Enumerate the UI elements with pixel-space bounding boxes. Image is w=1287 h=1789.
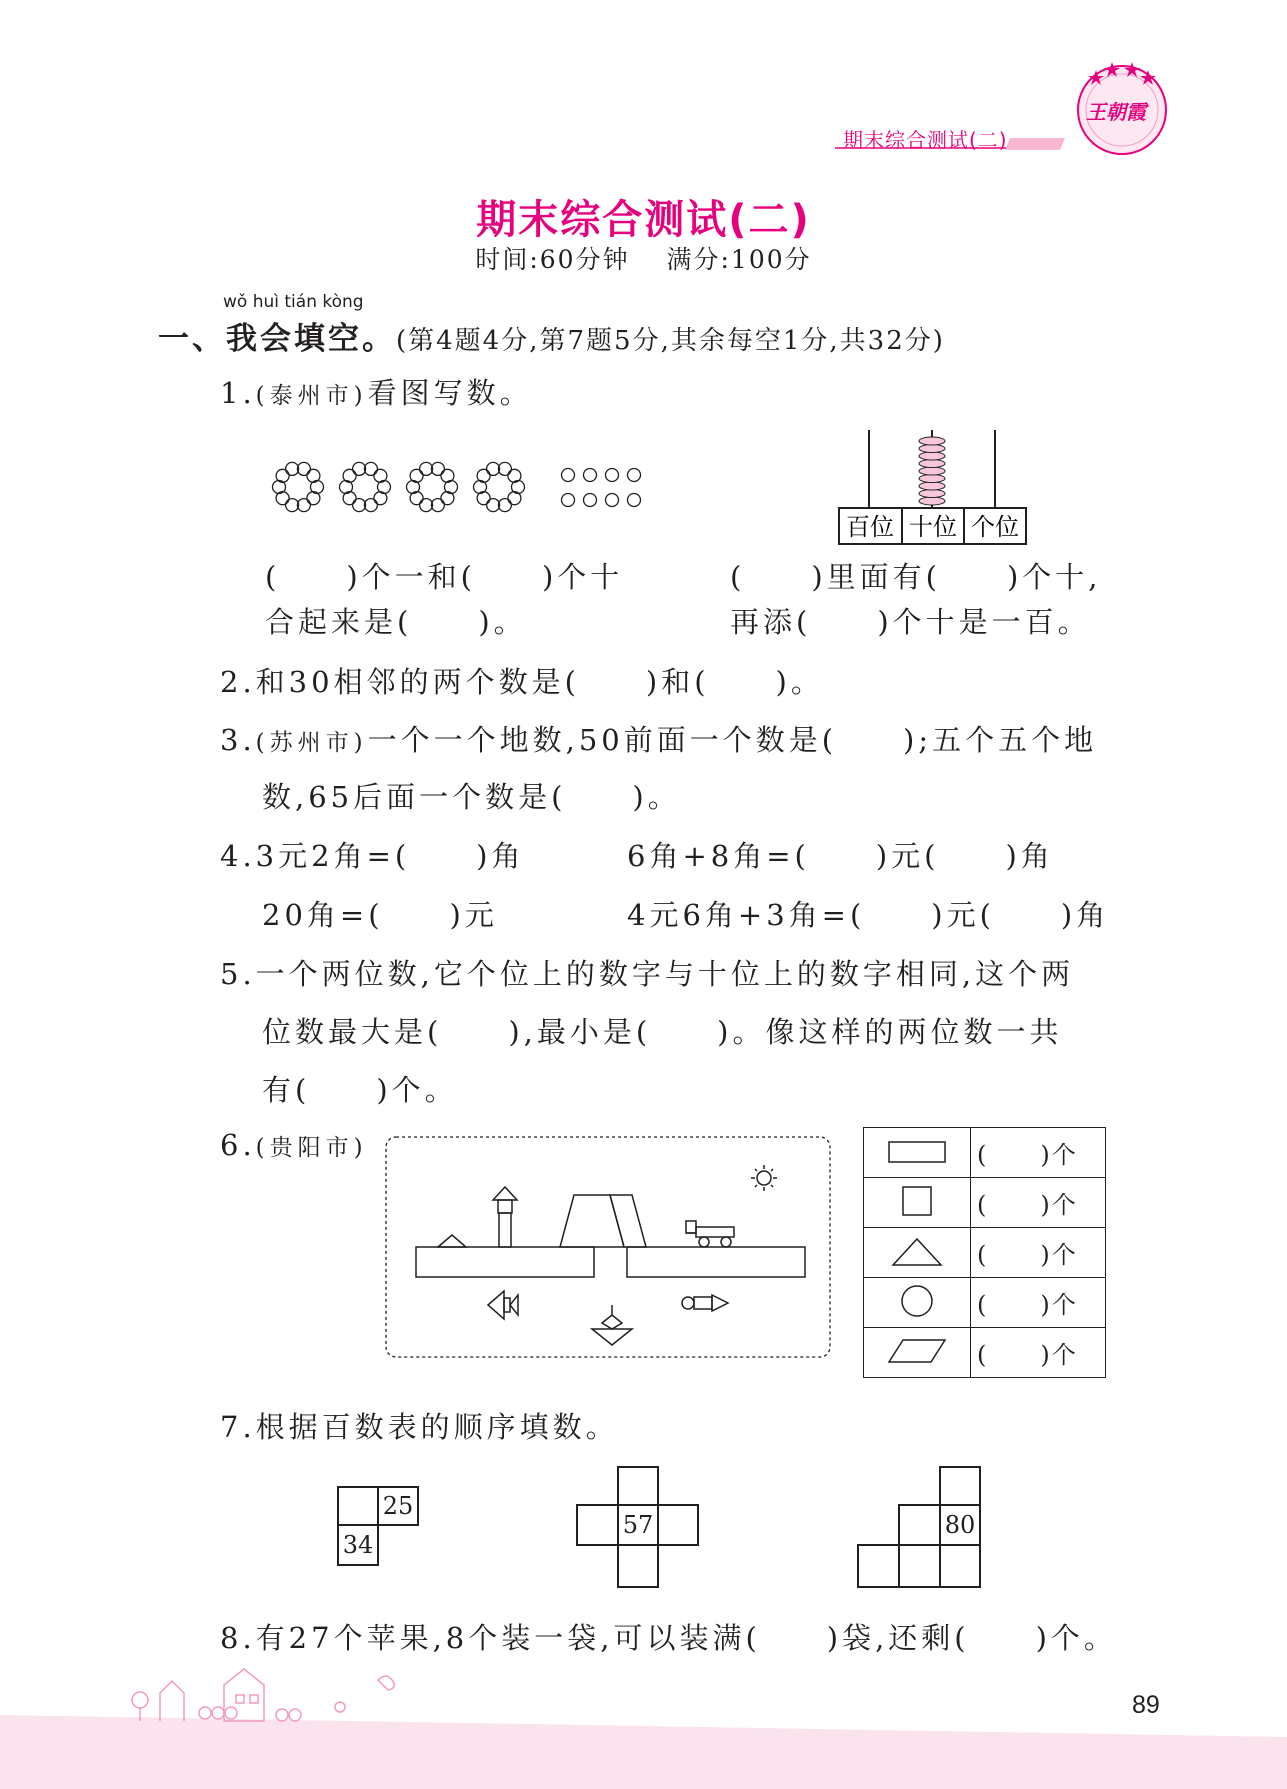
bead-ten-group-bead: [307, 469, 320, 482]
answer-cell[interactable]: ( )个: [971, 1228, 1106, 1278]
abacus-label-tens: 十位: [909, 513, 957, 541]
answer-cell[interactable]: ( )个: [971, 1278, 1106, 1328]
grid3-answer-cell[interactable]: [898, 1544, 941, 1588]
bead-ten-group-bead: [477, 469, 490, 482]
answer-cell[interactable]: ( )个: [971, 1128, 1106, 1178]
answer-cell[interactable]: ( )个: [971, 1178, 1106, 1228]
bead-ten-group-bead: [431, 462, 444, 475]
brand-logo: [1072, 58, 1172, 158]
shape-cell: [864, 1228, 971, 1278]
bead-one: [584, 494, 597, 507]
bead-one: [562, 469, 575, 482]
table-row: [864, 1278, 1106, 1328]
q4-item-d: 4元6角+3角=( )元( )角: [627, 898, 1110, 932]
part1-heading: [158, 313, 945, 358]
abacus-bead: [919, 467, 945, 475]
abacus-bead: [919, 475, 945, 483]
q3-line2: 数,65后面一个数是( )。: [262, 780, 681, 814]
q8-text: 8.有27个苹果,8个装一袋,可以装满( )袋,还剩( )个。: [220, 1621, 1117, 1655]
circle-icon: [897, 1281, 937, 1321]
shape-count-table: [863, 1127, 1106, 1378]
table-row: [864, 1328, 1106, 1378]
header-section-title: 期末综合测试(二): [843, 128, 1008, 152]
q6-source: (贵阳市): [255, 1135, 368, 1161]
grid2-answer-cell[interactable]: [617, 1466, 659, 1506]
logo-text: 王朝霞: [1086, 100, 1146, 124]
bead-ten-group-bead: [286, 462, 299, 475]
q5-line1: 5.一个两位数,它个位上的数字与十位上的数字相同,这个两: [220, 957, 1075, 991]
q1-left-line1: ( )个一和( )个十: [265, 560, 624, 594]
part1-note: (第4题4分,第7题5分,其余每空1分,共32分): [396, 326, 945, 356]
bead-ten-group-bead: [420, 499, 433, 512]
bead-ten-group-bead: [498, 499, 511, 512]
bead-ten-group-bead: [297, 462, 310, 475]
q1-right-line1: ( )里面有( )个十,: [730, 560, 1102, 594]
abacus-figure: [835, 428, 1030, 548]
q7-text: 7.根据百数表的顺序填数。: [220, 1410, 619, 1444]
bead-ten-group-bead: [343, 469, 356, 482]
q4-item-c: 20角=( )元: [262, 898, 498, 932]
q6-number: 6.: [220, 1128, 256, 1162]
bead-one: [606, 469, 619, 482]
table-row: [864, 1178, 1106, 1228]
grid2-answer-cell[interactable]: [576, 1504, 619, 1546]
grid2-answer-cell[interactable]: [617, 1544, 659, 1588]
grid3-cell: 80: [939, 1504, 981, 1546]
shape-cell: [864, 1178, 971, 1228]
bead-one: [628, 494, 641, 507]
q1-text: 看图写数。: [367, 376, 533, 410]
bead-ten-group-bead: [297, 499, 310, 512]
table-row: [864, 1128, 1106, 1178]
triangle-icon: [889, 1233, 945, 1269]
parallelogram-icon: [885, 1334, 949, 1368]
bead-ten-group-bead: [307, 492, 320, 505]
grid3-answer-cell[interactable]: [898, 1504, 941, 1546]
footer-decoration: [0, 1655, 1287, 1789]
page-title: 期末综合测试(二): [476, 197, 811, 243]
bead-counting-figure: [268, 452, 668, 522]
bead-one: [606, 494, 619, 507]
grid3-answer-cell[interactable]: [939, 1466, 981, 1506]
q3-text-line1: 一个一个地数,50前面一个数是( );五个五个地: [367, 723, 1098, 757]
bead-ten-group-bead: [487, 499, 500, 512]
bead-ten-group-bead: [441, 492, 454, 505]
bead-ten-group-bead: [374, 469, 387, 482]
rectangle-icon: [887, 1136, 947, 1166]
bead-ten-group-bead: [487, 462, 500, 475]
page-number: 89: [1132, 1691, 1160, 1719]
abacus-bead: [919, 460, 945, 468]
grid1-cell: 34: [337, 1524, 379, 1566]
q6-line: [220, 1128, 368, 1162]
part1-title: 一、我会填空。: [158, 321, 396, 357]
grid2-answer-cell[interactable]: [657, 1504, 699, 1546]
q1-line: [220, 371, 533, 412]
abacus-label-ones: 个位: [971, 513, 1019, 541]
bead-ten-group-bead: [353, 462, 366, 475]
shape-cell: [864, 1278, 971, 1328]
abacus-bead: [919, 497, 945, 505]
abacus-bead: [919, 490, 945, 498]
grid3-answer-cell[interactable]: [857, 1544, 900, 1588]
bead-ten-group-bead: [374, 492, 387, 505]
bead-one: [628, 469, 641, 482]
q4-item-a: 4.3元2角=( )角: [220, 839, 525, 873]
answer-cell[interactable]: ( )个: [971, 1328, 1106, 1378]
q1-left-line2: 合起来是( )。: [265, 605, 527, 639]
square-icon: [897, 1183, 937, 1219]
q1-right-line2: 再添( )个十是一百。: [730, 605, 1091, 639]
bead-ten-group-bead: [508, 469, 521, 482]
abacus-label-hundreds: 百位: [846, 513, 894, 541]
shape-picture-figure: [384, 1135, 834, 1360]
bead-ten-group-bead: [286, 499, 299, 512]
q3-number: 3.: [220, 723, 256, 757]
q3-source: (苏州市): [255, 730, 368, 756]
abacus-bead: [919, 452, 945, 460]
bead-ten-group-bead: [410, 469, 423, 482]
bead-ten-group-bead: [508, 492, 521, 505]
bead-ten-group-bead: [498, 462, 511, 475]
bead-ten-group-bead: [364, 462, 377, 475]
abacus-bead: [919, 482, 945, 490]
grid1-cell-empty: [337, 1486, 379, 1526]
bead-one: [584, 469, 597, 482]
bead-ten-group-bead: [364, 499, 377, 512]
heading-pinyin: wǒ huì tián kòng: [223, 292, 364, 312]
q1-source: (泰州市): [255, 383, 368, 409]
abacus-bead: [919, 437, 945, 445]
q5-line2: 位数最大是( ),最小是( )。像这样的两位数一共: [262, 1015, 1063, 1049]
bead-ten-group-bead: [276, 469, 289, 482]
grid3-answer-cell[interactable]: [939, 1544, 981, 1588]
shape-cell: [864, 1328, 971, 1378]
bead-ten-group-bead: [431, 499, 444, 512]
bead-ten-group-bead: [353, 499, 366, 512]
q2-text: 2.和30相邻的两个数是( )和( )。: [220, 665, 824, 699]
q4-item-b: 6角+8角=( )元( )角: [627, 839, 1054, 873]
bead-ten-group-bead: [441, 469, 454, 482]
q3-line1: [220, 718, 1097, 759]
grid2-cell: 57: [617, 1504, 659, 1546]
shape-cell: [864, 1128, 971, 1178]
page-subtitle: 时间:60分钟 满分:100分: [475, 245, 812, 274]
grid1-cell: 25: [377, 1486, 419, 1526]
abacus-bead: [919, 445, 945, 453]
q1-number: 1.: [220, 376, 256, 410]
table-row: [864, 1228, 1106, 1278]
bead-ten-group-bead: [420, 462, 433, 475]
bead-one: [562, 494, 575, 507]
q5-line3: 有( )个。: [262, 1073, 458, 1107]
